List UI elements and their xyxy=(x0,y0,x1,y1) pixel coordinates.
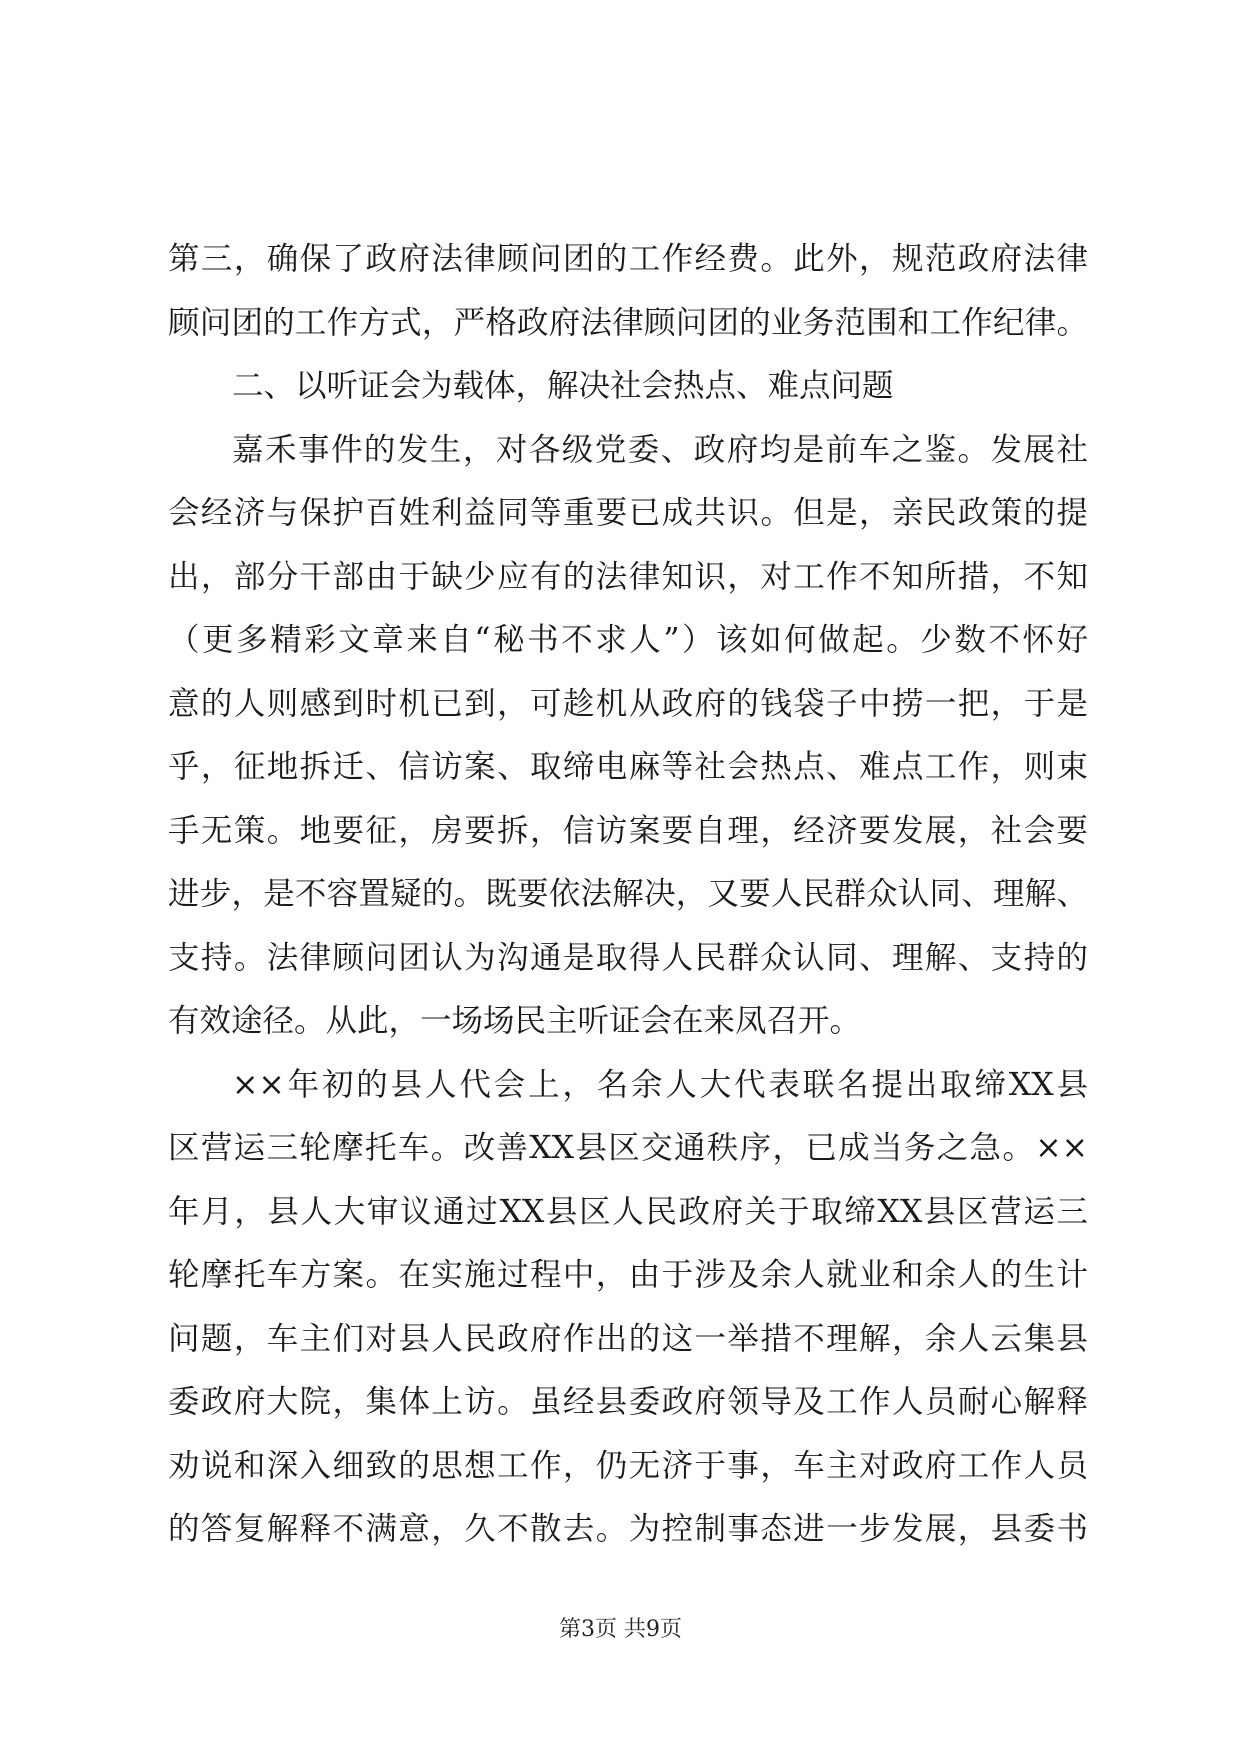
text-line: 意的人则感到时机已到，可趁机从政府的钱袋子中捞一把，于是 xyxy=(168,685,1088,722)
text-line: 二、以听证会为载体，解决社会热点、难点问题 xyxy=(232,368,894,404)
text-line: 劝说和深入细致的思想工作，仍无济于事，车主对政府工作人员 xyxy=(168,1447,1088,1484)
text-line: 手无策。地要征，房要拆，信访案要自理，经济要发展，社会要 xyxy=(168,812,1088,849)
text-line: 嘉禾事件的发生，对各级党委、政府均是前车之鉴。发展社 xyxy=(232,431,1088,468)
text-line: ××年初的县人代会上，名余人大代表联名提出取缔XX县 xyxy=(232,1066,1088,1103)
text-line: （更多精彩文章来自“秘书不求人”）该如何做起。少数不怀好 xyxy=(168,622,1088,658)
text-line: 问题，车主们对县人民政府作出的这一举措不理解，余人云集县 xyxy=(168,1320,1088,1357)
text-line: 进步，是不容置疑的。既要依法解决，又要人民群众认同、理解、 xyxy=(168,876,1088,912)
text-line: 出，部分干部由于缺少应有的法律知识，对工作不知所措，不知 xyxy=(168,558,1088,595)
text-line: 支持。法律顾问团认为沟通是取得人民群众认同、理解、支持的 xyxy=(168,939,1088,976)
body-text xyxy=(168,228,1088,1562)
text-line: 乎，征地拆迁、信访案、取缔电麻等社会热点、难点工作，则束 xyxy=(168,749,1088,785)
text-line: 有效途径。从此，一场场民主听证会在来凤召开。 xyxy=(168,1003,862,1039)
text-line: 的答复解释不满意，久不散去。为控制事态进一步发展，县委书 xyxy=(168,1511,1088,1547)
text-line: 会经济与保护百姓利益同等重要已成共识。但是，亲民政策的提 xyxy=(168,495,1088,531)
text-line: 第三，确保了政府法律顾问团的工作经费。此外，规范政府法律 xyxy=(168,241,1088,277)
text-line: 顾问团的工作方式，严格政府法律顾问团的业务范围和工作纪律。 xyxy=(168,304,1088,341)
text-line: 委政府大院，集体上访。虽经县委政府领导及工作人员耐心解释 xyxy=(168,1384,1088,1420)
page-footer: 第3页 共9页 xyxy=(559,1617,682,1642)
text-line: 区营运三轮摩托车。改善XX县区交通秩序，已成当务之急。×× xyxy=(168,1130,1088,1166)
text-line: 轮摩托车方案。在实施过程中，由于涉及余人就业和余人的生计 xyxy=(168,1257,1088,1293)
text-line: 年月，县人大审议通过XX县区人民政府关于取缔XX县区营运三 xyxy=(168,1193,1088,1230)
